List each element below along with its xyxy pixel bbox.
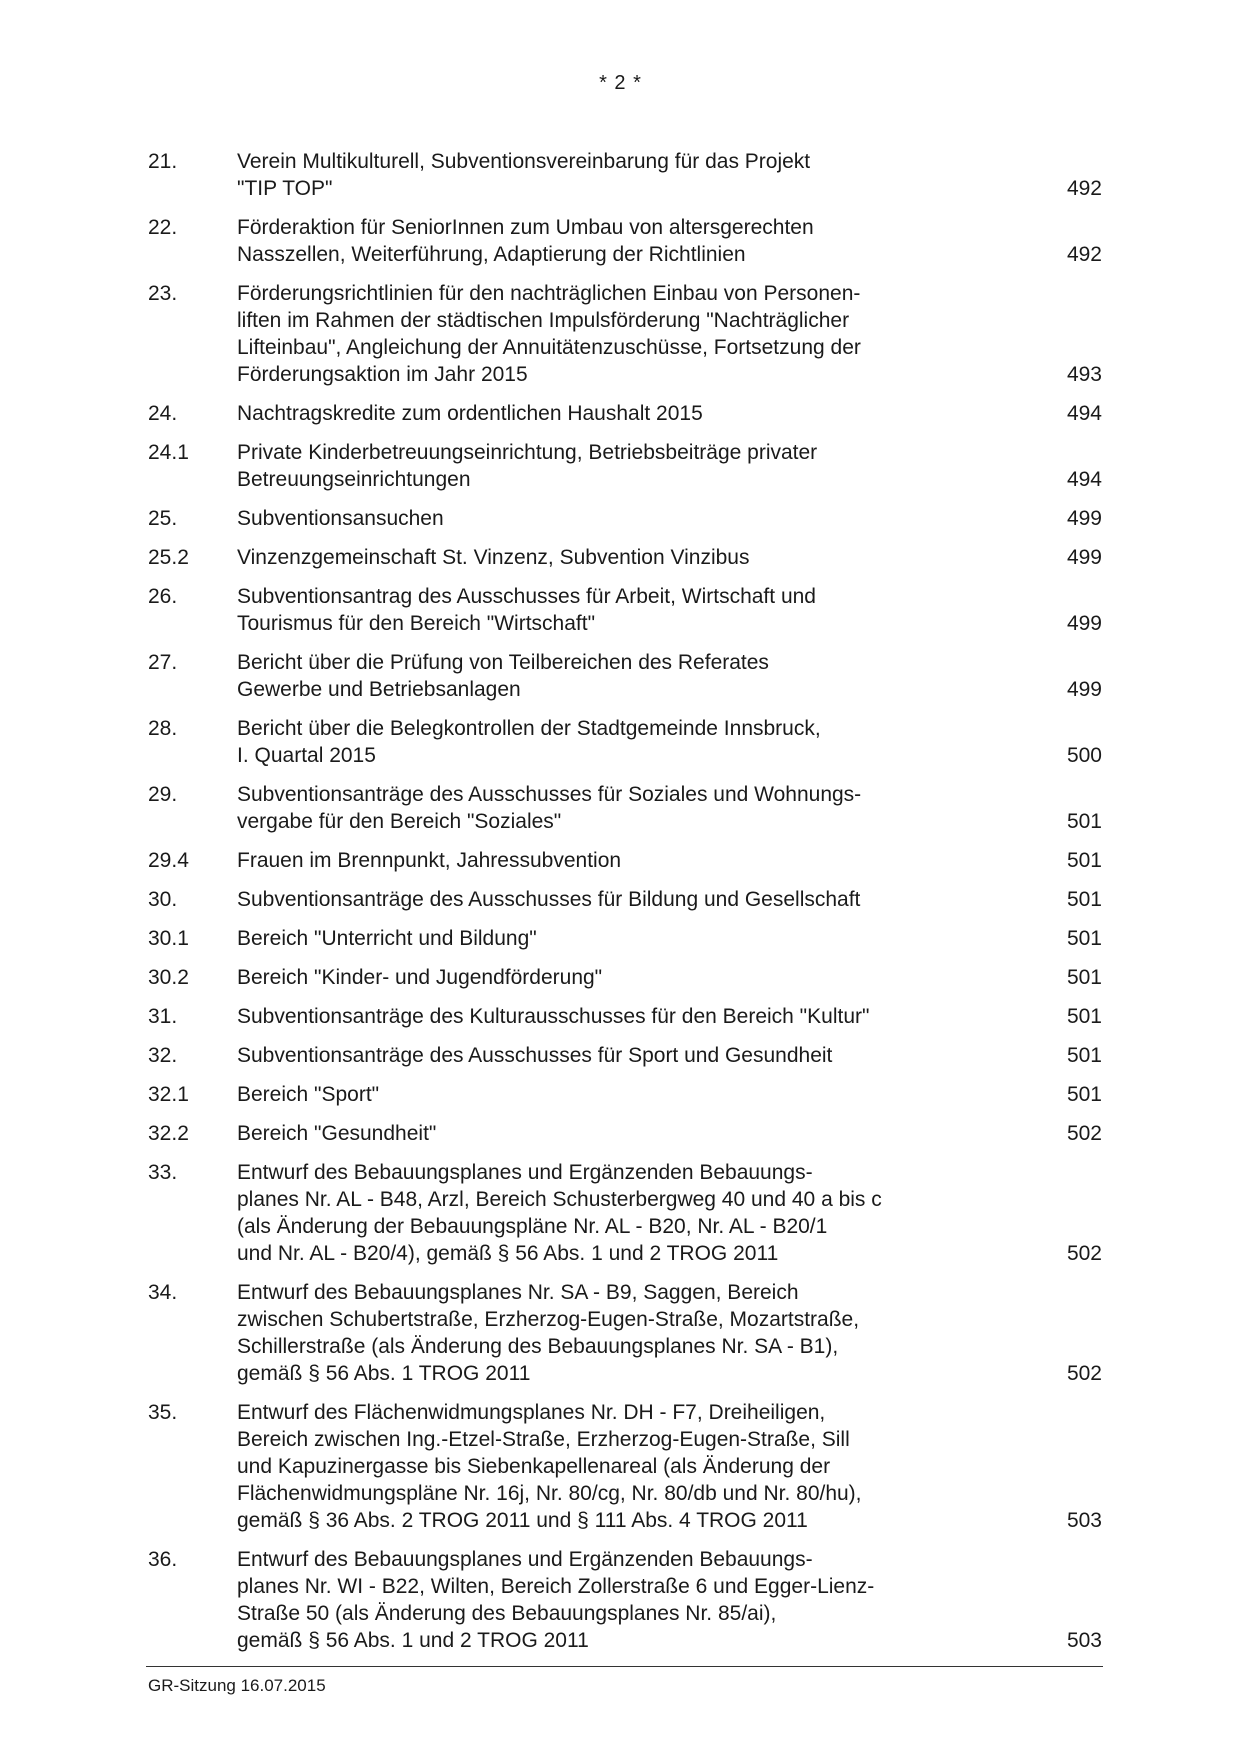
toc-entry-page: 499	[1066, 546, 1102, 569]
toc-entry-title-line: Schillerstraße (als Änderung des Bebauungsplanes Nr. SA - B1),	[237, 1335, 839, 1358]
toc-entry-number: 26.	[148, 585, 178, 608]
toc-entry	[148, 925, 1102, 952]
toc-entry-title-line: Förderungsaktion im Jahr 2015	[237, 363, 528, 386]
toc-entry-title-line: Subventionsanträge des Ausschusses für Bildung und Gesellschaft	[237, 888, 861, 911]
toc-entry-page: 501	[1066, 888, 1102, 911]
toc-entry-title-line: Bereich "Gesundheit"	[237, 1122, 437, 1145]
toc-entry-page: 501	[1066, 927, 1102, 950]
toc-entry-title-line: Förderungsrichtlinien für den nachträglichen Einbau von Personen-	[237, 282, 861, 305]
toc-entry	[148, 1120, 1102, 1147]
toc-entry-title-line: Frauen im Brennpunkt, Jahressubvention	[237, 849, 622, 872]
toc-entry-title-line: gemäß § 56 Abs. 1 TROG 2011	[237, 1362, 531, 1385]
toc-entry-title-line: Verein Multikulturell, Subventionsvereinbarung für das Projekt	[237, 150, 811, 173]
toc-entry-title	[237, 1159, 1007, 1267]
toc-entry-number: 27.	[148, 651, 178, 674]
toc-entry-title-line: gemäß § 36 Abs. 2 TROG 2011 und § 111 Abs. 4 TROG 2011	[237, 1509, 808, 1532]
toc-entry-page: 502	[1066, 1362, 1102, 1385]
toc-entry-number: 24.	[148, 402, 178, 425]
footer-session-date: GR-Sitzung 16.07.2015	[148, 1676, 326, 1695]
toc-entry-title	[237, 148, 1007, 202]
toc-entry-title-line: Nachtragskredite zum ordentlichen Haushalt 2015	[237, 402, 703, 425]
toc-entry-title-line: Entwurf des Bebauungsplanes und Ergänzenden Bebauungs-	[237, 1548, 813, 1571]
table-of-contents	[148, 148, 1102, 1666]
toc-entry	[148, 649, 1102, 703]
toc-entry-title	[237, 847, 1007, 874]
toc-entry-title-line: Straße 50 (als Änderung des Bebauungsplanes Nr. 85/ai),	[237, 1602, 777, 1625]
toc-entry	[148, 1546, 1102, 1654]
toc-entry-page: 494	[1066, 402, 1102, 425]
toc-entry-number: 32.	[148, 1044, 178, 1067]
toc-entry-title-line: zwischen Schubertstraße, Erzherzog-Eugen-Straße, Mozartstraße,	[237, 1308, 860, 1331]
toc-entry-title-line: Entwurf des Flächenwidmungsplanes Nr. DH - F7, Dreiheiligen,	[237, 1401, 826, 1424]
toc-entry	[148, 1042, 1102, 1069]
toc-entry-number: 24.1	[148, 441, 189, 464]
toc-entry	[148, 715, 1102, 769]
toc-entry-number: 30.	[148, 888, 178, 911]
toc-entry-title-line: "TIP TOP"	[237, 177, 333, 200]
toc-entry-page: 499	[1066, 678, 1102, 701]
toc-entry-title-line: Gewerbe und Betriebsanlagen	[237, 678, 521, 701]
footer-divider	[146, 1666, 1103, 1667]
toc-entry	[148, 781, 1102, 835]
toc-entry-title-line: Subventionsansuchen	[237, 507, 444, 530]
toc-entry-title	[237, 280, 1007, 388]
toc-entry-page: 494	[1066, 468, 1102, 491]
toc-entry-title	[237, 400, 1007, 427]
toc-entry-number: 28.	[148, 717, 178, 740]
toc-entry-title-line: Vinzenzgemeinschaft St. Vinzenz, Subvention Vinzibus	[237, 546, 750, 569]
toc-entry	[148, 964, 1102, 991]
toc-entry	[148, 1003, 1102, 1030]
toc-entry-number: 33.	[148, 1161, 178, 1184]
toc-entry-number: 32.2	[148, 1122, 189, 1145]
toc-entry-page: 492	[1066, 177, 1102, 200]
toc-entry-number: 30.1	[148, 927, 189, 950]
toc-entry-title-line: Bereich zwischen Ing.-Etzel-Straße, Erzherzog-Eugen-Straße, Sill	[237, 1428, 850, 1451]
toc-entry-number: 29.	[148, 783, 178, 806]
toc-entry-title	[237, 1081, 1007, 1108]
toc-entry-page: 499	[1066, 507, 1102, 530]
toc-entry-title	[237, 1399, 1007, 1534]
toc-entry	[148, 886, 1102, 913]
toc-entry-title-line: Tourismus für den Bereich "Wirtschaft"	[237, 612, 596, 635]
toc-entry-title-line: planes Nr. WI - B22, Wilten, Bereich Zollerstraße 6 und Egger-Lienz-	[237, 1575, 875, 1598]
toc-entry-title-line: (als Änderung der Bebauungspläne Nr. AL - B20, Nr. AL - B20/1	[237, 1215, 828, 1238]
toc-entry-title-line: Subventionsanträge des Kulturausschusses für den Bereich "Kultur"	[237, 1005, 870, 1028]
toc-entry-title-line: Bericht über die Belegkontrollen der Stadtgemeinde Innsbruck,	[237, 717, 821, 740]
toc-entry-title-line: I. Quartal 2015	[237, 744, 376, 767]
toc-entry-page: 501	[1066, 1044, 1102, 1067]
toc-entry-title	[237, 214, 1007, 268]
toc-entry-page: 502	[1066, 1242, 1102, 1265]
toc-entry-title	[237, 439, 1007, 493]
toc-entry-title-line: Bericht über die Prüfung von Teilbereichen des Referates	[237, 651, 769, 674]
toc-entry-title-line: liften im Rahmen der städtischen Impulsförderung "Nachträglicher	[237, 309, 850, 332]
toc-entry	[148, 847, 1102, 874]
toc-entry-title-line: Förderaktion für SeniorInnen zum Umbau von altersgerechten	[237, 216, 814, 239]
toc-entry-title-line: Subventionsantrag des Ausschusses für Arbeit, Wirtschaft und	[237, 585, 816, 608]
toc-entry-title	[237, 1042, 1007, 1069]
toc-entry-title-line: und Nr. AL - B20/4), gemäß § 56 Abs. 1 und 2 TROG 2011	[237, 1242, 779, 1265]
toc-entry	[148, 400, 1102, 427]
toc-entry	[148, 439, 1102, 493]
toc-entry-title	[237, 1003, 1007, 1030]
toc-entry-title-line: gemäß § 56 Abs. 1 und 2 TROG 2011	[237, 1629, 589, 1652]
toc-entry-title-line: Bereich "Kinder- und Jugendförderung"	[237, 966, 603, 989]
toc-entry-number: 29.4	[148, 849, 189, 872]
toc-entry-page: 501	[1066, 810, 1102, 833]
toc-entry-page: 501	[1066, 1083, 1102, 1106]
toc-entry-title-line: Entwurf des Bebauungsplanes und Ergänzenden Bebauungs-	[237, 1161, 813, 1184]
toc-entry-page: 502	[1066, 1122, 1102, 1145]
toc-entry-page: 501	[1066, 966, 1102, 989]
toc-entry-title	[237, 964, 1007, 991]
toc-entry-page: 501	[1066, 849, 1102, 872]
toc-entry-number: 35.	[148, 1401, 178, 1424]
toc-entry-page: 503	[1066, 1629, 1102, 1652]
toc-entry-title	[237, 925, 1007, 952]
toc-entry-title-line: Bereich "Unterricht und Bildung"	[237, 927, 537, 950]
toc-entry-title-line: Subventionsanträge des Ausschusses für Soziales und Wohnungs-	[237, 783, 862, 806]
toc-entry	[148, 214, 1102, 268]
toc-entry-number: 22.	[148, 216, 178, 239]
toc-entry-number: 36.	[148, 1548, 178, 1571]
toc-entry-title	[237, 781, 1007, 835]
toc-entry-number: 34.	[148, 1281, 178, 1304]
toc-entry-title-line: Subventionsanträge des Ausschusses für Sport und Gesundheit	[237, 1044, 833, 1067]
toc-entry-title	[237, 1546, 1007, 1654]
toc-entry	[148, 544, 1102, 571]
toc-entry	[148, 1159, 1102, 1267]
toc-entry-title-line: und Kapuzinergasse bis Siebenkapellenareal (als Änderung der	[237, 1455, 831, 1478]
toc-entry-title	[237, 886, 1007, 913]
toc-entry-title	[237, 715, 1007, 769]
toc-entry-title-line: planes Nr. AL - B48, Arzl, Bereich Schusterbergweg 40 und 40 a bis c	[237, 1188, 882, 1211]
toc-entry-page: 503	[1066, 1509, 1102, 1532]
toc-entry-number: 21.	[148, 150, 178, 173]
toc-entry-number: 31.	[148, 1005, 178, 1028]
toc-entry	[148, 1399, 1102, 1534]
toc-entry-number: 23.	[148, 282, 178, 305]
toc-entry	[148, 148, 1102, 202]
toc-entry	[148, 1279, 1102, 1387]
toc-entry-title-line: Bereich "Sport"	[237, 1083, 380, 1106]
toc-entry-number: 25.	[148, 507, 178, 530]
page-number: * 2 *	[599, 72, 642, 94]
toc-entry-title	[237, 1120, 1007, 1147]
toc-entry-title-line: Lifteinbau", Angleichung der Annuitätenzuschüsse, Fortsetzung der	[237, 336, 861, 359]
toc-entry-title	[237, 505, 1007, 532]
toc-entry-title	[237, 544, 1007, 571]
toc-entry-page: 499	[1066, 612, 1102, 635]
toc-entry-page: 501	[1066, 1005, 1102, 1028]
toc-entry-title-line: Nasszellen, Weiterführung, Adaptierung der Richtlinien	[237, 243, 746, 266]
toc-entry-number: 25.2	[148, 546, 189, 569]
toc-entry-title-line: Entwurf des Bebauungsplanes Nr. SA - B9, Saggen, Bereich	[237, 1281, 799, 1304]
toc-entry-number: 32.1	[148, 1083, 189, 1106]
toc-entry-title	[237, 583, 1007, 637]
toc-entry-title-line: vergabe für den Bereich "Soziales"	[237, 810, 562, 833]
toc-entry-title	[237, 649, 1007, 703]
toc-entry-page: 493	[1066, 363, 1102, 386]
toc-entry	[148, 1081, 1102, 1108]
toc-entry-title	[237, 1279, 1007, 1387]
toc-entry	[148, 583, 1102, 637]
toc-entry-title-line: Private Kinderbetreuungseinrichtung, Betriebsbeiträge privater	[237, 441, 818, 464]
toc-entry-title-line: Betreuungseinrichtungen	[237, 468, 471, 491]
toc-entry-page: 492	[1066, 243, 1102, 266]
toc-entry-title-line: Flächenwidmungspläne Nr. 16j, Nr. 80/cg, Nr. 80/db und Nr. 80/hu),	[237, 1482, 862, 1505]
toc-entry-number: 30.2	[148, 966, 189, 989]
toc-entry	[148, 505, 1102, 532]
toc-entry	[148, 280, 1102, 388]
toc-entry-page: 500	[1066, 744, 1102, 767]
